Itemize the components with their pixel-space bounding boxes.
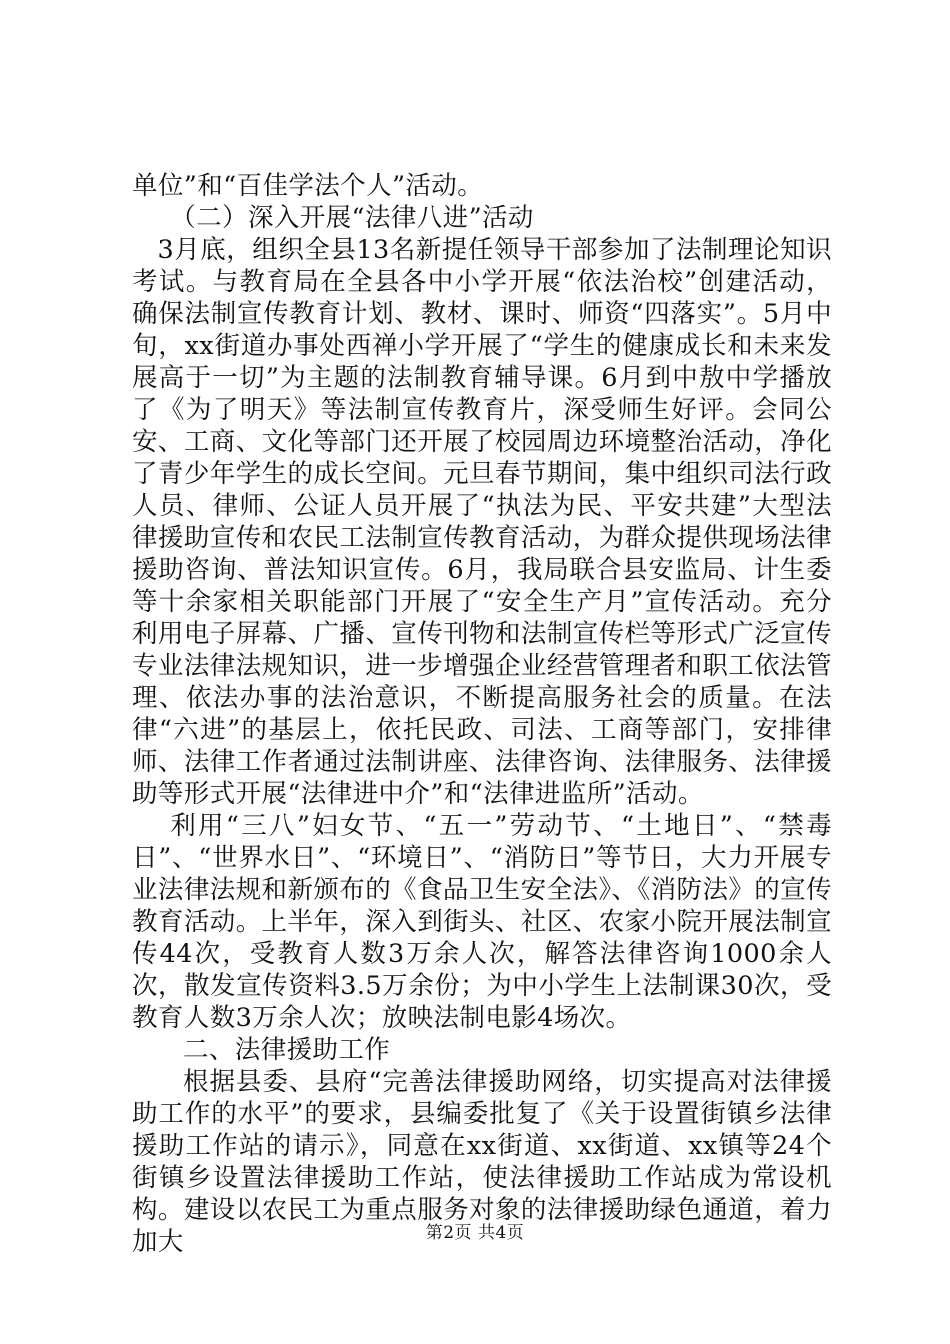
paragraph-festival-publicity: 利用“三八”妇女节、“五一”劳动节、“土地日”、“禁毒日”、“世界水日”、“环境日”、“消防日”等节日，大力开展专业法律法规和新颁布的《食品卫生安全法》、《消防法》的宣传教育活动。上半年，深入到街头、社区、农家小院开展法制宣传44次，受教育人数3万余人次，解答法律咨询1000余人次，散发宣传资料3.5万余份；为中小学生上法制课30次，受教育人数3万余人次；放映法制电影4场次。 [132,811,832,1033]
section-heading-legal-aid: 二、法律援助工作 [183,1035,391,1065]
page-footer: 第2页 共4页 [425,1223,525,1243]
document-body [132,170,832,1258]
section-heading-law-into-eight: （二）深入开展“法律八进”活动 [170,203,534,233]
paragraph-continuation: 单位”和“百佳学法个人”活动。 [132,171,484,201]
paragraph-legal-aid-network: 根据县委、县府“完善法律援助网络，切实提高对法律援助工作的水平”的要求，县编委批复了《关于设置街镇乡法律援助工作站的请示》，同意在xx街道、xx街道、xx镇等24个街镇乡设置法律援助工作站，使法律援助工作站成为常设机构。建设以农民工为重点服务对象的法律援助绿色通道，着力加大 [132,1067,832,1257]
paragraph-law-education-activities: 3月底，组织全县13名新提任领导干部参加了法制理论知识考试。与教育局在全县各中小学开展“依法治校”创建活动，确保法制宣传教育计划、教材、课时、师资“四落实”。5月中旬，xx街道办事处西禅小学开展了“学生的健康成长和未来发展高于一切”为主题的法制教育辅导课。6月到中敖中学播放了《为了明天》等法制宣传教育片，深受师生好评。会同公安、工商、文化等部门还开展了校园周边环境整治活动，净化了青少年学生的成长空间。元旦春节期间，集中组织司法行政人员、律师、公证人员开展了“执法为民、平安共建”大型法律援助宣传和农民工法制宣传教育活动，为群众提供现场法律援助咨询、普法知识宣传。6月，我局联合县安监局、计生委等十余家相关职能部门开展了“安全生产月”宣传活动。充分利用电子屏幕、广播、宣传刊物和法制宣传栏等形式广泛宣传专业法律法规知识，进一步增强企业经营管理者和职工依法管理、依法办事的法治意识，不断提高服务社会的质量。在法律“六进”的基层上，依托民政、司法、工商等部门，安排律师、法律工作者通过法制讲座、法律咨询、法律服务、法律援助等形式开展“法律进中介”和“法律进监所”活动。 [132,235,832,809]
